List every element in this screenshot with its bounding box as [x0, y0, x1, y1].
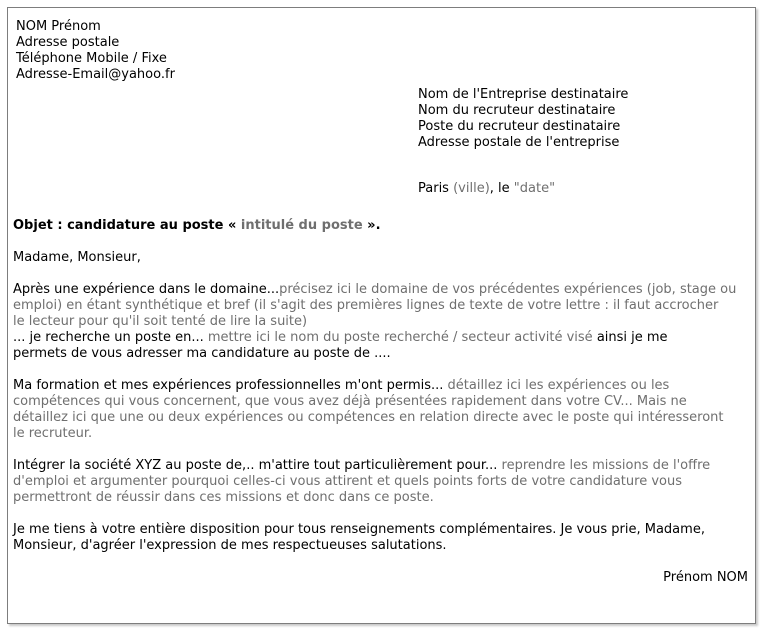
- p1-mid: ... je recherche un poste en...: [13, 330, 204, 345]
- p3-lead: Intégrer la société XYZ au poste de,.. m'attire tout particulièrement pour...: [13, 458, 498, 473]
- date-city: Paris: [418, 181, 454, 196]
- recipient-company-address: Adresse postale de l'entreprise: [418, 135, 620, 150]
- p2-lead: Ma formation et mes expériences professionnelles m'ont permis...: [13, 378, 444, 393]
- sender-name: NOM Prénom: [16, 19, 101, 34]
- subject-prefix: Objet : candidature au poste «: [13, 218, 241, 233]
- date-separator: , le: [489, 181, 514, 196]
- p3-hint-l2: d'emploi et argumenter pourquoi celles-ci vous attirent et quels points forts de votre candidature vous: [13, 474, 682, 489]
- p2-hint-l2: compétences qui vous concernent, que vous avez déjà présentées rapidement dans votre CV... Mais ne: [13, 394, 687, 409]
- p1-hint-l2: emploi) en étant synthétique et bref (il s'agit des premières lignes de texte de votre lettre : il faut accrocher: [13, 298, 719, 313]
- subject-suffix: ».: [362, 218, 381, 233]
- p1-tail-l2: permets de vous adresser ma candidature au poste de ....: [13, 346, 391, 361]
- subject-position: intitulé du poste: [240, 218, 363, 233]
- p1-hint-l1: précisez ici le domaine de vos précédentes expériences (job, stage ou: [279, 282, 737, 297]
- p4-l2: Monsieur, d'agréer l'expression de mes respectueuses salutations.: [13, 538, 447, 553]
- p3-hint-l1: reprendre les missions de l'offre: [497, 458, 711, 473]
- recipient-company: Nom de l'Entreprise destinataire: [418, 87, 629, 102]
- paragraph-training: [13, 378, 750, 442]
- p1-tail-l1: ainsi je me: [592, 330, 668, 345]
- p1-lead: Après une expérience dans le domaine...: [13, 282, 280, 297]
- date-hint: "date": [513, 181, 556, 196]
- sender-email: Adresse-Email@yahoo.fr: [16, 67, 175, 82]
- p1-hint-l3: le lecteur pour qu'il soit tenté de lire la suite): [13, 314, 308, 329]
- recipient-recruiter-name: Nom du recruteur destinataire: [418, 103, 616, 118]
- paragraph-company: [13, 458, 750, 506]
- date-line: [418, 181, 555, 197]
- recipient-block: [418, 87, 628, 151]
- paragraph-experience: [13, 282, 750, 362]
- subject-line: [13, 218, 750, 234]
- sender-address: Adresse postale: [16, 35, 120, 50]
- p2-hint-l4: le recruteur.: [13, 426, 93, 441]
- salutation-text: Madame, Monsieur,: [13, 250, 141, 265]
- signature: [663, 570, 748, 586]
- paragraph-closing: [13, 522, 750, 554]
- p2-hint-l1: détaillez ici les expériences ou les: [443, 378, 670, 393]
- date-city-hint: (ville): [453, 181, 490, 196]
- p4-l1: Je me tiens à votre entière disposition pour tous renseignements complémentaires. Je vous prie, Madame,: [13, 522, 705, 537]
- p1-hint2: mettre ici le nom du poste recherché / secteur activité visé: [203, 330, 593, 345]
- salutation: [13, 250, 750, 266]
- sender-block: [16, 19, 175, 83]
- p3-hint-l3: permettront de réussir dans ces missions et donc dans ce poste.: [13, 490, 434, 505]
- signature-text: Prénom NOM: [663, 570, 748, 585]
- sender-phone: Téléphone Mobile / Fixe: [16, 51, 167, 66]
- recipient-recruiter-position: Poste du recruteur destinataire: [418, 119, 621, 134]
- p2-hint-l3: détaillez ici que une ou deux expériences ou compétences en relation directe avec le poste qui intéresseront: [13, 410, 724, 425]
